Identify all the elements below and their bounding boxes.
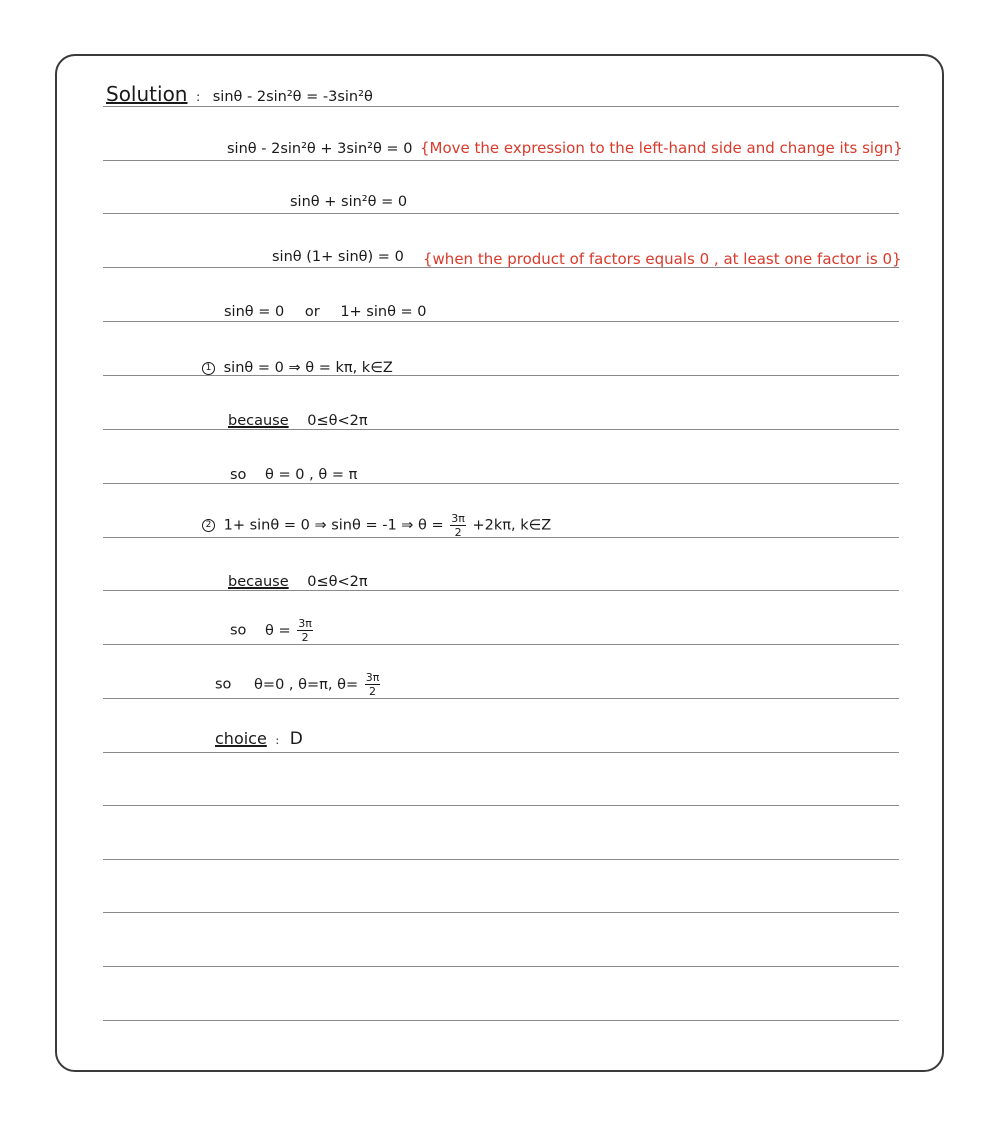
ruled-line bbox=[103, 859, 899, 860]
final-so-fraction bbox=[365, 672, 381, 697]
case-1-because-label: because bbox=[228, 413, 289, 429]
step-3-expression: sinθ (1+ sinθ) = 0 bbox=[272, 249, 404, 265]
case-2-line bbox=[202, 513, 551, 538]
case-2-so bbox=[230, 618, 315, 643]
ruled-line bbox=[103, 698, 899, 699]
case-2-so-numerator: 3π bbox=[298, 617, 312, 630]
case-1-line bbox=[202, 361, 393, 376]
choice-value: D bbox=[289, 729, 303, 749]
case-1-because bbox=[228, 414, 368, 429]
ruled-line bbox=[103, 213, 899, 214]
case-2-so-fraction bbox=[297, 618, 313, 643]
notebook-page bbox=[55, 54, 944, 1072]
case-2-fraction bbox=[450, 513, 466, 538]
solution-header bbox=[106, 84, 373, 105]
ruled-line bbox=[103, 321, 899, 322]
final-so-label: so bbox=[215, 676, 232, 693]
ruled-line bbox=[103, 966, 899, 967]
case-2-fraction-numerator: 3π bbox=[451, 512, 465, 525]
step-4-left: sinθ = 0 bbox=[224, 304, 285, 320]
case-2-fraction-denominator: 2 bbox=[454, 526, 462, 539]
ruled-line bbox=[103, 483, 899, 484]
final-so bbox=[215, 672, 382, 697]
step-2-expression: sinθ + sin²θ = 0 bbox=[290, 194, 408, 210]
step-4-or: or bbox=[304, 304, 320, 320]
choice-label: choice bbox=[215, 729, 267, 748]
case-2-because-expression: 0≤θ<2π bbox=[307, 574, 368, 590]
ruled-line bbox=[103, 429, 899, 430]
case-2-so-label: so bbox=[230, 622, 247, 639]
case-1-so bbox=[230, 468, 357, 483]
case-1-because-expression: 0≤θ<2π bbox=[307, 413, 368, 429]
final-so-numerator: 3π bbox=[365, 671, 380, 684]
choice-colon: : bbox=[275, 734, 280, 747]
solution-equation: sinθ - 2sin²θ = -3sin²θ bbox=[212, 89, 373, 105]
case-2-so-denominator: 2 bbox=[301, 631, 309, 644]
case-2-expression: 1+ sinθ = 0 ⇒ sinθ = -1 ⇒ θ = bbox=[223, 517, 444, 534]
ruled-line bbox=[103, 752, 899, 753]
step-4 bbox=[224, 305, 427, 320]
final-so-denominator: 2 bbox=[369, 685, 377, 698]
case-2-expression-tail: +2kπ, k∈Z bbox=[472, 517, 552, 534]
ruled-line bbox=[103, 1020, 899, 1021]
solution-colon: : bbox=[196, 90, 201, 104]
ruled-line bbox=[103, 912, 899, 913]
ruled-line bbox=[103, 160, 899, 161]
case-2-so-lhs: θ = bbox=[265, 622, 291, 639]
ruled-line bbox=[103, 106, 899, 107]
ruled-line bbox=[103, 805, 899, 806]
step-4-right: 1+ sinθ = 0 bbox=[340, 304, 427, 320]
case-1-so-expression: θ = 0 , θ = π bbox=[265, 467, 358, 483]
case-1-expression: sinθ = 0 ⇒ θ = kπ, k∈Z bbox=[223, 360, 393, 376]
ruled-line bbox=[103, 590, 899, 591]
step-1-note: {Move the expression to the left-hand side and change its sign} bbox=[420, 139, 903, 157]
step-3-note: {when the product of factors equals 0 , at least one factor is 0} bbox=[423, 250, 902, 268]
case-2-marker: 2 bbox=[202, 519, 215, 532]
case-2-because bbox=[228, 575, 368, 590]
case-1-so-label: so bbox=[230, 467, 247, 483]
step-1-expression: sinθ - 2sin²θ + 3sin²θ = 0 bbox=[227, 141, 413, 157]
ruled-line bbox=[103, 644, 899, 645]
solution-label: Solution bbox=[106, 82, 188, 106]
final-choice bbox=[215, 731, 303, 748]
case-1-marker: 1 bbox=[202, 362, 215, 375]
final-so-expression: θ=0 , θ=π, θ= bbox=[254, 676, 359, 693]
case-2-because-label: because bbox=[228, 574, 289, 590]
